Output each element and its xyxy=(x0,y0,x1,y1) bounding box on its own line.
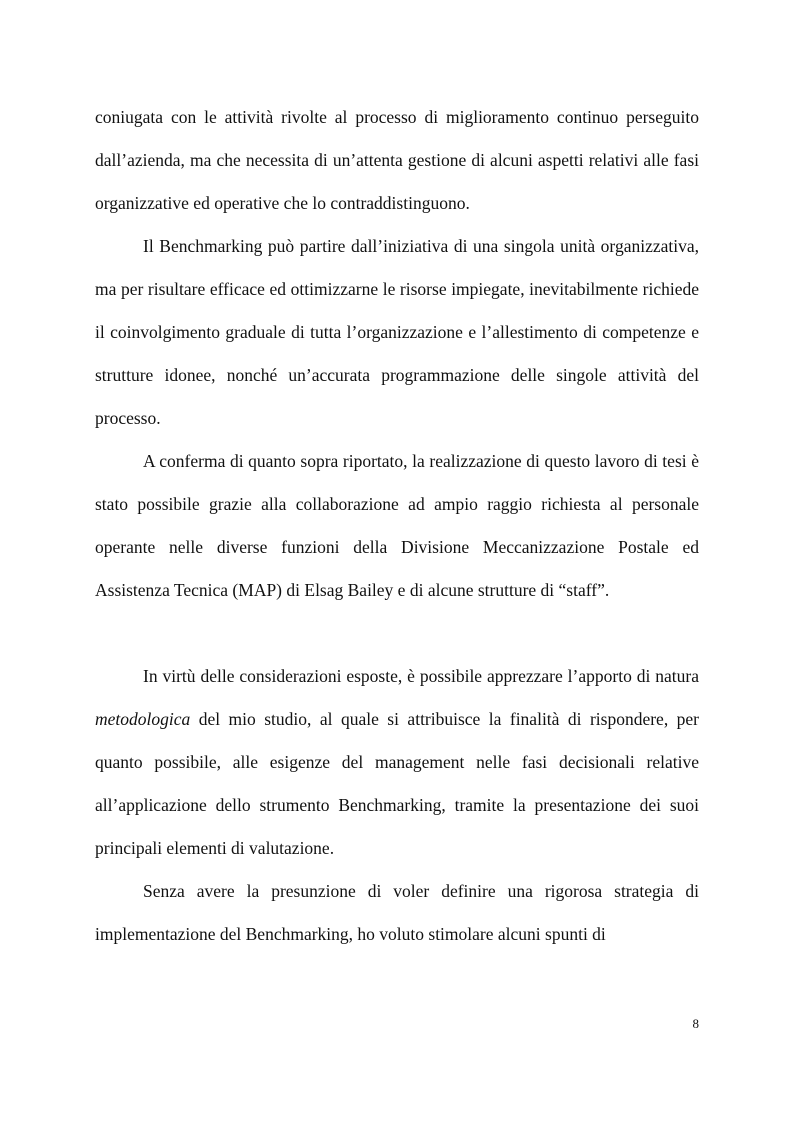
paragraph-thesis-collaboration: A conferma di quanto sopra riportato, la realizzazione di questo lavoro di tesi è stato possibile grazie alla collaborazione ad ampio raggio richiesta al personale operante nelle diverse funzioni della Divisione Meccanizzazione Postale ed Assistenza Tecnica (MAP) di Elsag Bailey e di alcune strutture di “staff”. xyxy=(95,451,699,600)
paragraph-continuation: coniugata con le attività rivolte al processo di miglioramento continuo perseguito dall’azienda, ma che necessita di un’attenta gestione di alcuni aspetti relativi alle fasi organizzative ed operative che lo contraddistinguono. xyxy=(95,107,699,213)
page-number: 8 xyxy=(692,1016,699,1031)
emphasis-metodologica: metodologica xyxy=(95,709,191,729)
paragraph-text-before-emphasis: In virtù delle considerazioni esposte, è possibile apprezzare l’apporto di natura xyxy=(143,666,699,686)
paragraph-implementation-strategy: Senza avere la presunzione di voler definire una rigorosa strategia di implementazione del Benchmarking, ho voluto stimolare alcuni spunti di xyxy=(95,881,699,944)
paragraph-methodological-contribution xyxy=(95,655,699,870)
paragraph-benchmarking-start: Il Benchmarking può partire dall’iniziativa di una singola unità organizzativa, ma per risultare efficace ed ottimizzarne le risorse impiegate, inevitabilmente richiede il coinvolgimento graduale di tutta l’organizzazione e l’allestimento di competenze e strutture idonee, nonché un’accurata programmazione delle singole attività del processo. xyxy=(95,236,699,428)
paragraph-gap xyxy=(95,612,699,655)
paragraph-text-after-emphasis: del mio studio, al quale si attribuisce la finalità di rispondere, per quanto possibile, alle esigenze del management nelle fasi decisionali relative all’applicazione dello strumento Benchmarking, tramite la presentazione dei suoi principali elementi di valutazione. xyxy=(95,709,699,858)
body-text xyxy=(95,96,699,956)
